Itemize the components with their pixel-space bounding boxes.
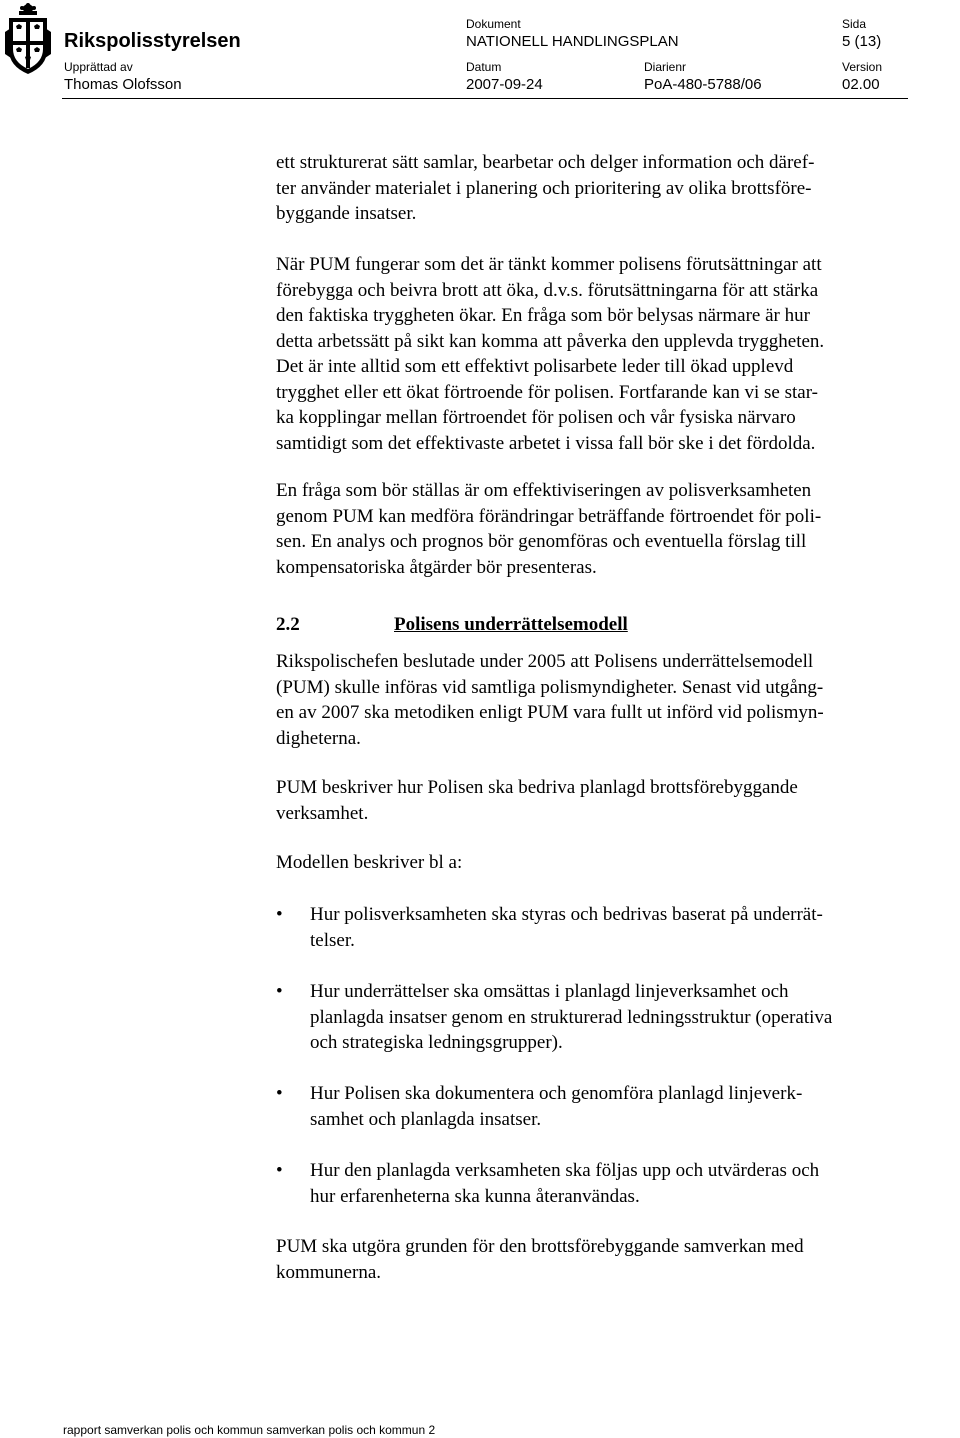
paragraph-3: En fråga som bör ställas är om effektiviseringen av polisverksamheten genom PUM kan medföra förändringar beträffande förtroendet för poli- sen. En analys och prognos bör genomföras och eventuella förslag till kompensatoriska åtgärder bör presenteras. xyxy=(276,480,822,578)
registry-label: Diarienr xyxy=(644,60,687,74)
version-label: Version xyxy=(842,60,883,74)
paragraph-6: Modellen beskriver bl a: xyxy=(276,852,463,873)
bullet-icon: • xyxy=(276,981,283,1002)
org-name: Rikspolisstyrelsen xyxy=(64,30,241,52)
paragraph-5: PUM beskriver hur Polisen ska bedriva planlagd brottsförebyggande verksamhet. xyxy=(276,777,798,824)
list-item xyxy=(276,1158,916,1209)
bullet-icon: • xyxy=(276,1160,283,1181)
date-label: Datum xyxy=(466,60,502,74)
version: 02.00 xyxy=(842,76,880,93)
list-item-text: Hur underrättelser ska omsättas i planlagd linjeverksamhet och planlagda insatser genom en strukturerad ledningsstruktur (operativa och strategiska ledningsgrupper). xyxy=(310,981,833,1053)
paragraph-1: ett strukturerat sätt samlar, bearbetar och delger information och däref- ter använder materialet i planering och prioritering av olika brottsföre- byggande insatser. xyxy=(276,152,815,224)
list-item-text: Hur Polisen ska dokumentera och genomföra planlagd linjeverk- samhet och planlagda insatser. xyxy=(310,1083,803,1130)
list-item xyxy=(276,902,916,953)
prepared-by-label: Upprättad av xyxy=(64,60,133,74)
date: 2007-09-24 xyxy=(466,76,543,93)
page-number: 5 (13) xyxy=(842,33,882,50)
header-rule xyxy=(62,98,908,99)
list-item-text: Hur polisverksamheten ska styras och bedrivas baserat på underrät- telser. xyxy=(310,904,823,951)
page-label: Sida xyxy=(842,17,867,31)
list-item xyxy=(276,1081,916,1132)
prepared-by: Thomas Olofsson xyxy=(64,76,182,93)
section-number: 2.2 xyxy=(276,614,300,635)
paragraph-4: Rikspolischefen beslutade under 2005 att Polisens underrättelsemodell (PUM) skulle införas vid samtliga polismyndigheter. Senast vid utgång- en av 2007 ska metodiken enligt PUM vara fullt ut införd vid polismyn- digheterna. xyxy=(276,651,824,749)
footer-text: rapport samverkan polis och kommun samverkan polis och kommun 2 xyxy=(63,1423,436,1437)
paragraph-2: När PUM fungerar som det är tänkt kommer polisens förutsättningar att förebygga och beivra brott att öka, d.v.s. förutsättningarna för att stärka den faktiska tryggheten ökar. En fråga som bör belysas närmare är hur detta arbetssätt på sikt kan komma att påverka den upplevda tryggheten. Det är inte alltid som ett effektivt polisarbete leder till ökad upplevd trygghet eller ett ökat förtroende för polisen. Fortfarande kan vi se star- ka kopplingar mellan förtroendet för polisen och vår fysiska närvaro samtidigt som det effektivaste arbetet i vissa fall bör ske i det fördolda. xyxy=(276,254,825,454)
document-title: NATIONELL HANDLINGSPLAN xyxy=(466,33,679,50)
paragraph-7: PUM ska utgöra grunden för den brottsförebyggande samverkan med kommunerna. xyxy=(276,1236,804,1283)
police-crest-logo xyxy=(3,2,53,76)
document-label: Dokument xyxy=(466,17,521,31)
registry-number: PoA-480-5788/06 xyxy=(644,76,762,93)
bullet-icon: • xyxy=(276,1083,283,1104)
list-item-text: Hur den planlagda verksamheten ska följas upp och utvärderas och hur erfarenheterna ska kunna återanvändas. xyxy=(310,1160,820,1207)
section-heading xyxy=(276,614,628,636)
list-item xyxy=(276,979,916,1056)
bullet-icon: • xyxy=(276,904,283,925)
section-title: Polisens underrättelsemodell xyxy=(394,614,628,635)
